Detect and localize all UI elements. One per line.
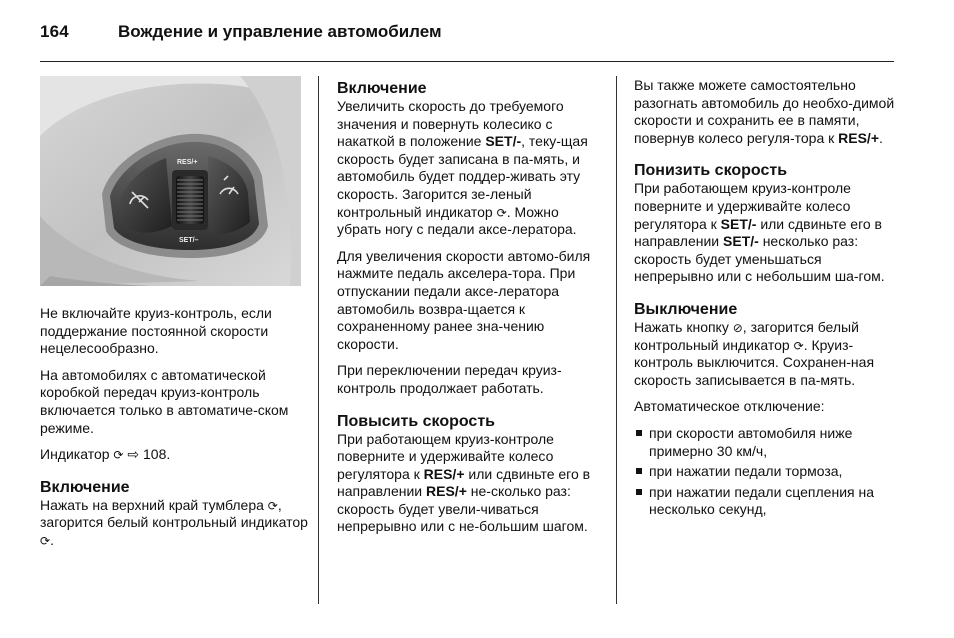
cruise-indicator-icon: ⟳ bbox=[40, 533, 51, 548]
column-divider-1 bbox=[318, 76, 319, 604]
indicator-label: Индикатор bbox=[40, 446, 110, 463]
automatic-gearbox-paragraph: На автомобилях с автоматической коробкой передач круиз-контроль включается только в автоматиче-ском режиме. bbox=[40, 366, 289, 436]
section-heading-on: Включение bbox=[40, 478, 130, 496]
header-rule bbox=[40, 61, 894, 62]
warning-paragraph: Не включайте круиз-контроль, если поддержание постоянной скорости нецелесообразно. bbox=[40, 305, 272, 357]
section-heading-off: Выключение bbox=[634, 300, 738, 318]
column-2 bbox=[337, 79, 603, 545]
list-item: при скорости автомобиля ниже примерно 30 км/ч, bbox=[634, 425, 896, 460]
steering-wheel-image bbox=[40, 76, 301, 286]
set-minus-label: SET/- bbox=[720, 215, 757, 232]
list-item: при нажатии педали тормоза, bbox=[634, 463, 896, 481]
section-heading-increase: Повысить скорость bbox=[337, 412, 495, 430]
gear-change-paragraph: При переключении передач круиз-контроль продолжает работать. bbox=[337, 362, 562, 396]
res-plus-label: RES/+ bbox=[838, 129, 879, 146]
column-divider-2 bbox=[616, 76, 617, 604]
auto-off-heading: Автоматическое отключение: bbox=[634, 398, 825, 415]
page-reference-number: 108. bbox=[143, 446, 171, 463]
cruise-indicator-icon: ⟳ bbox=[496, 205, 507, 220]
page-number: 164 bbox=[40, 22, 69, 41]
cruise-indicator-icon: ⟳ bbox=[793, 338, 804, 353]
accelerate-paragraph: Для увеличения скорости автомо-биля нажмите педаль акселера-тора. При отпускании педали аксе-лератора автомобиль возвра-щается к сохраненному ранее зна-чению скорости. bbox=[337, 247, 591, 352]
set-minus-marking: SET/– bbox=[179, 237, 199, 244]
column-3 bbox=[634, 77, 896, 522]
manual-accelerate-paragraph: Вы также можете самостоятельно разогнать автомобиль до необхо-димой скорости и сохранить ее в памяти, повернув колесо регуля-тора к RES/+. bbox=[634, 77, 895, 146]
column-1 bbox=[40, 305, 308, 559]
set-minus-label: SET/- bbox=[485, 133, 522, 150]
cruise-control-switch-photo bbox=[40, 76, 301, 286]
auto-off-list bbox=[634, 425, 896, 519]
decrease-speed-paragraph: При работающем круиз-контроле поверните и удерживайте колесо регулятора к SET/- или сдвиньте его в направлении SET/- несколько раз: скорость будет уменьшаться непрерывно или с небольшим ша-гом. bbox=[634, 180, 885, 285]
set-minus-label: SET/- bbox=[723, 233, 759, 250]
cruise-indicator-icon: ⟳ bbox=[267, 498, 278, 513]
res-plus-label: RES/+ bbox=[423, 465, 465, 482]
res-plus-marking: RES/+ bbox=[177, 159, 198, 166]
indicator-reference bbox=[40, 446, 308, 464]
cruise-indicator-icon: ⟳ bbox=[113, 448, 124, 463]
section-heading-activate: Включение bbox=[337, 80, 427, 97]
res-plus-label: RES/+ bbox=[426, 483, 467, 500]
cruise-off-button-icon: ⊘ bbox=[732, 320, 743, 335]
list-item: при нажатии педали сцепления на несколько секунд, bbox=[634, 484, 896, 519]
section-heading-decrease: Понизить скорость bbox=[634, 162, 788, 180]
increase-speed-paragraph: При работающем круиз-контроле поверните и удерживайте колесо регулятора к RES/+ или сдвиньте его в направлении RES/+ не-сколько раз: скорость будет увели-чиваться непрерывно или с не-большим шагом. bbox=[337, 430, 591, 535]
switch-off-paragraph: Нажать кнопку ⊘, загорится белый контрольный индикатор ⟳. Круиз-контроль выключится. Сохранен-ная скорость записывается в па-мять. bbox=[634, 318, 875, 388]
page-header bbox=[40, 22, 916, 46]
activate-paragraph: Увеличить скорость до требуемого значения и повернуть колесико с накаткой в положение SET/-, теку-щая скорость будет записана в па-мять, и автомобиль будет поддер-живать эту скорость. Загорится зе-леный контрольный индикатор ⟳. Можно убрать ногу с педали аксе-лератора. bbox=[337, 98, 588, 238]
switch-on-paragraph: Нажать на верхний край тумблера ⟳, загорится белый контрольный индикатор ⟳. bbox=[40, 496, 308, 548]
page-reference-arrow: ⇨ bbox=[127, 446, 140, 463]
page-title: Вождение и управление автомобилем bbox=[118, 22, 442, 41]
